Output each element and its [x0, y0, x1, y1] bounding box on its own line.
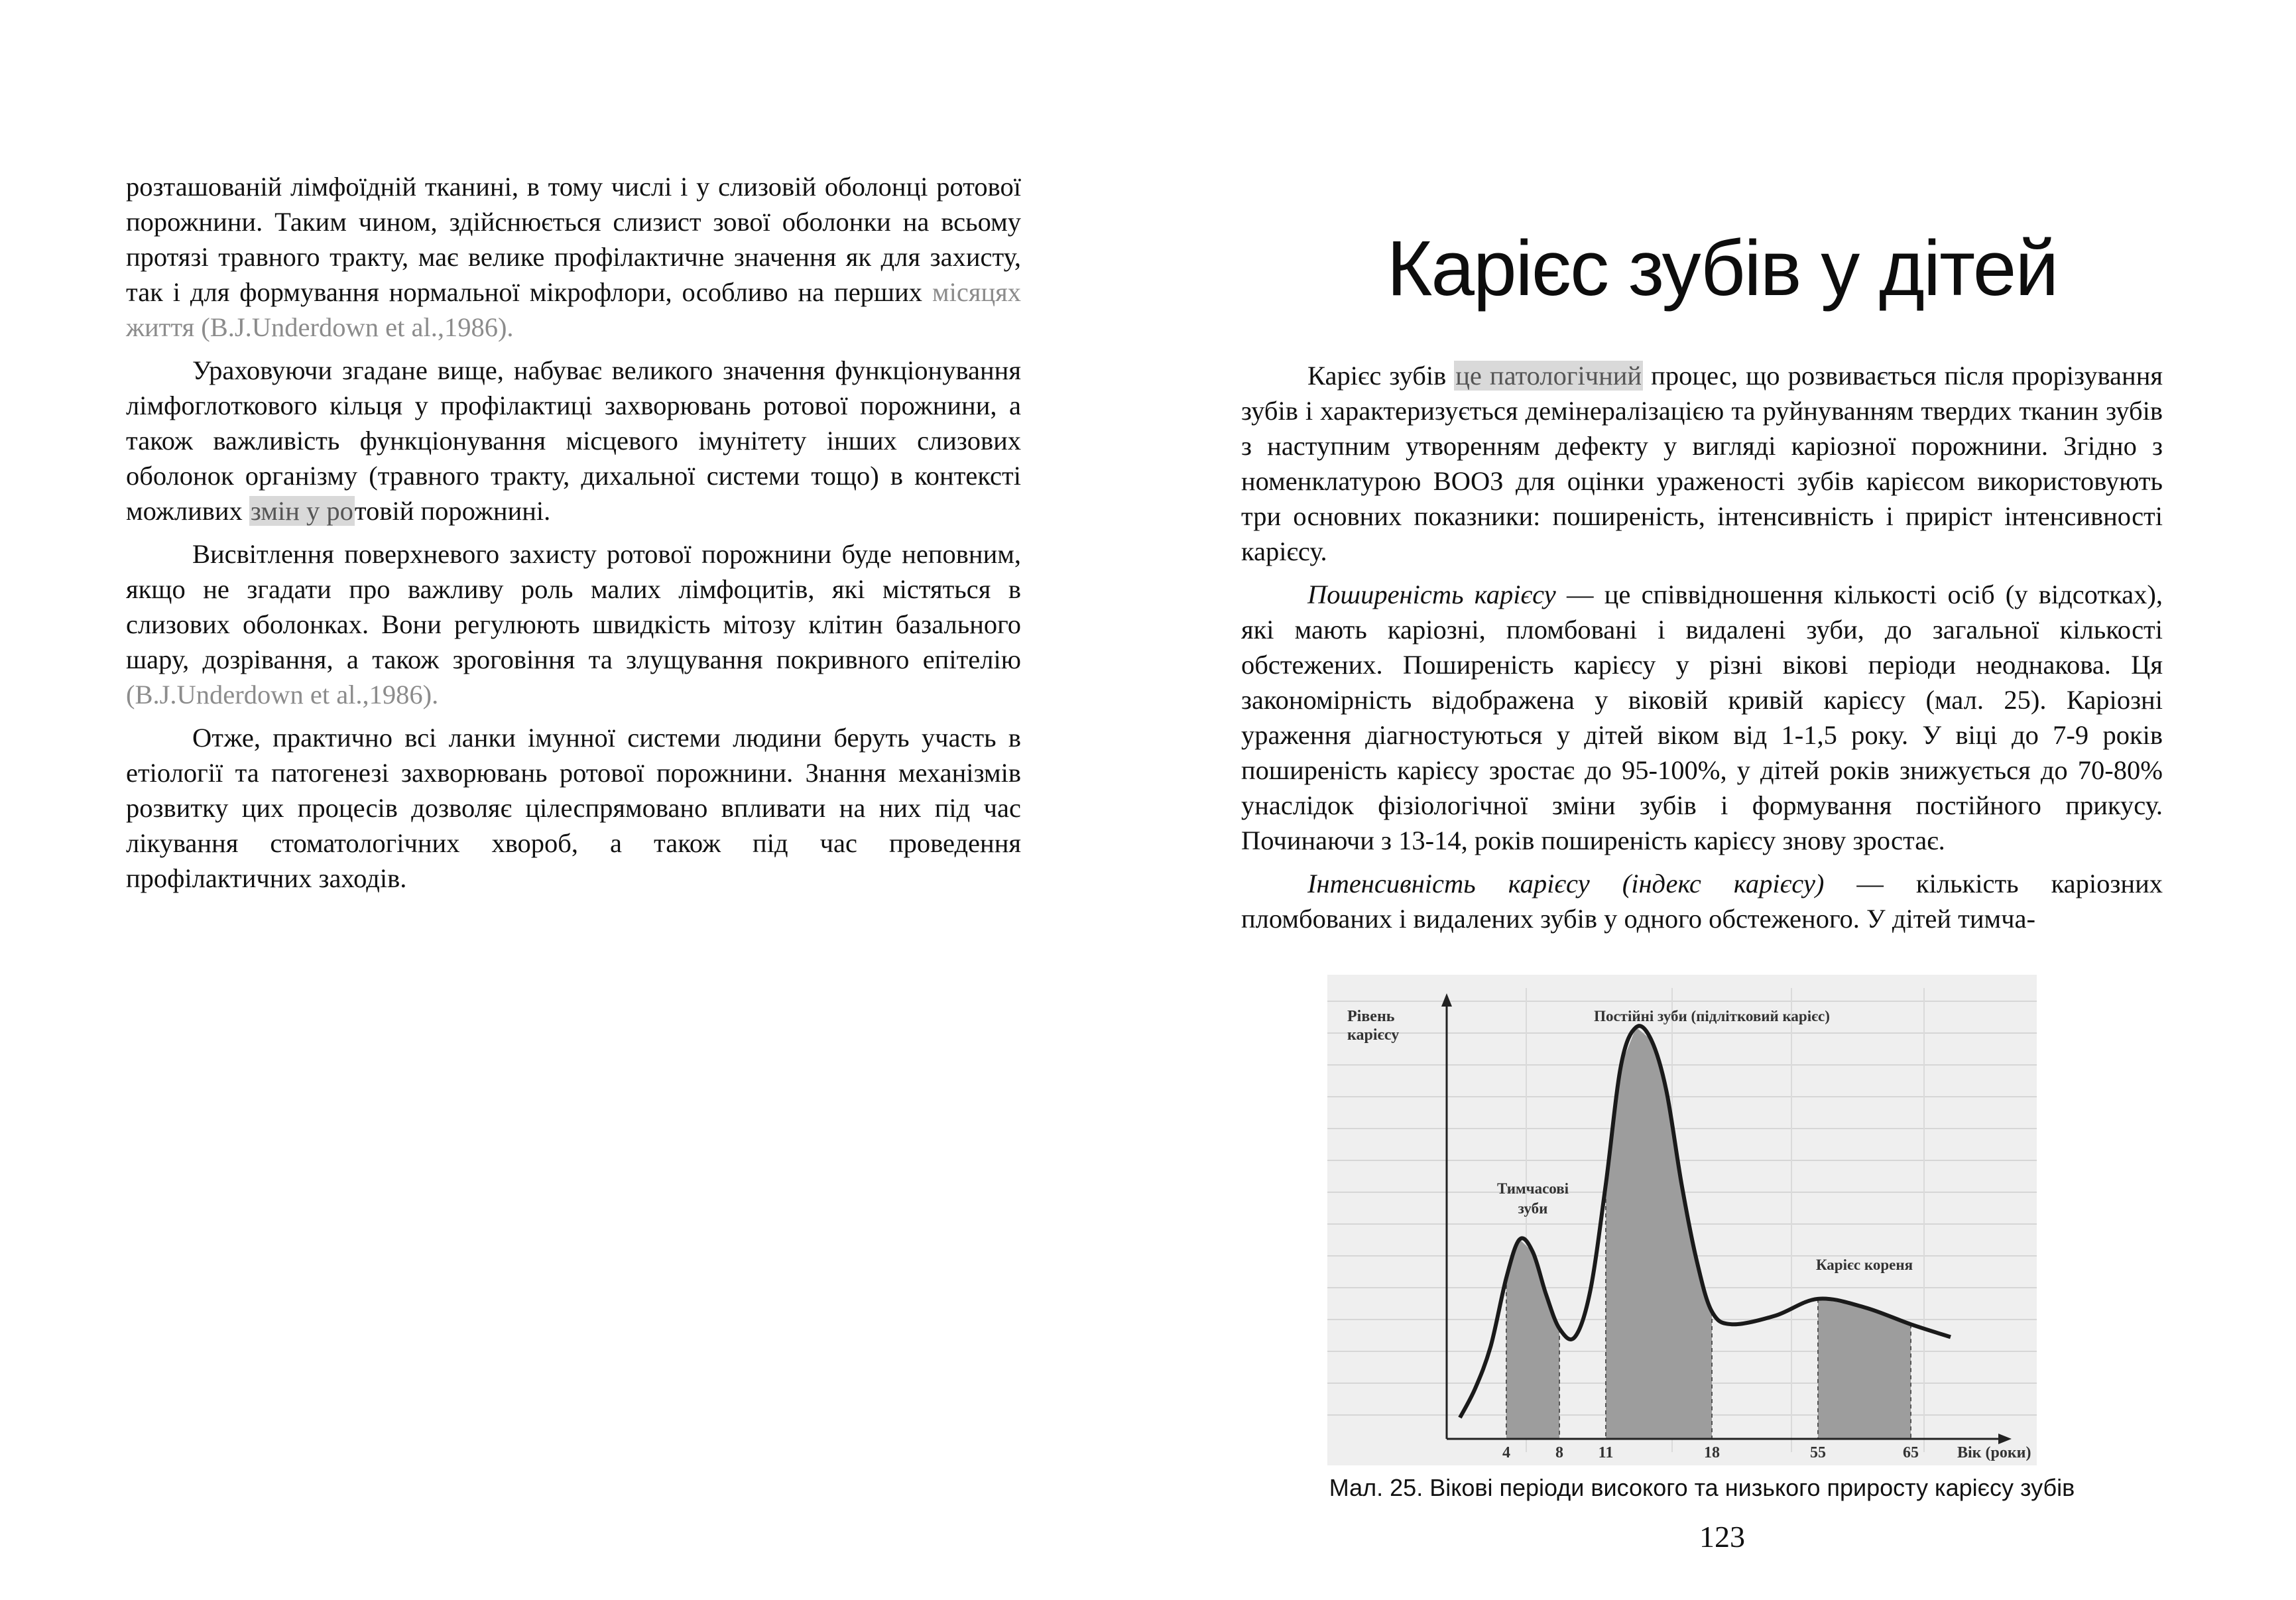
definition-highlight: це патологічний — [1455, 361, 1642, 391]
paragraph-2-text: Ураховуючи згадане вище, набуває великого значення функціонування лімфоглоткового кільця у профілактиці захворювань ротової порожнини, а також важливість функціонування місцевого імунітету інших слизових оболонок організму (травного тракту, дихальної системи тощо) в контексті можливих — [126, 355, 1021, 526]
prevalence-text: — це співвідношення кількості осіб (у відсотках), які мають каріозні, пломбовані і видалені зуби, до загальної кількості обстежених. Поширеність карієсу у різні вікові періоди неоднакова. Ця закономірність відображена у віковій кривій карієсу (мал. 25). Каріозні ураження діагностуються у дітей віком від 1-1,5 року. У віці до 7-9 років поширеність карієсу зростає до 95-100%, у дітей років знижується до 70-80% унаслідок фізіологічної зміни зубів і формування постійного прикусу. Починаючи з 13-14, років поширеність карієсу знову зростає. — [1241, 580, 2163, 855]
prevalence-term: Поширеність карієсу — [1307, 580, 1556, 609]
x-tick-label: 11 — [1598, 1444, 1614, 1461]
definition-lead: Карієс зубів — [1307, 361, 1447, 391]
x-tick-label: 65 — [1903, 1444, 1919, 1461]
right-text-column — [1241, 358, 2163, 944]
annotation-label: Постійні зуби (підлітковий карієс) — [1594, 1008, 1830, 1024]
paragraph-2-tail: товій порожнині. — [354, 496, 551, 526]
x-axis-label: Вік (роки) — [1957, 1444, 2031, 1461]
x-tick-label: 8 — [1555, 1444, 1563, 1461]
definition-text: процес, що розвивається після прорізування зубів і характеризується демінералізацією та руйнуванням твердих тканин зубів з наступним утворенням дефекту у вигляді каріозної порожнини. Згідно з номенклатурою ВООЗ для оцінки ураженості зубів карієсом використовують три основних показники: поширеність, інтенсивність і приріст інтенсивності карієсу. — [1241, 361, 2163, 566]
paragraph-3-citation: (B.J.Underdown et al.,1986). — [126, 680, 439, 709]
paragraph-4-text: Отже, практично всі ланки імунної системи людини беруть участь в етіології та патогенезі захворювань ротової порожнини. Знання механізмів розвитку цих процесів дозволяє цілеспрямовано впливати на них під час лікування стоматологічних хвороб, а також під час проведення профілактичних заходів. — [126, 723, 1021, 893]
page-number: 123 — [1699, 1520, 1745, 1554]
y-axis-label-line: Рівень — [1347, 1008, 1395, 1025]
figure-caption: Мал. 25. Вікові періоди високого та низького приросту карієсу зубів — [1329, 1474, 2075, 1501]
paragraph-1-text: розташованій лімфоїдній тканині, в тому числі і у слизовій оболонці ротової порожнини. Таким чином, здійснюється слизист зової оболонки на всьому протязі травного тракту, має велике профілактичне значення як для захисту, так і для формування нормальної мікрофлори, особливо на перших — [126, 172, 1021, 307]
paragraph-1-citation: місяцях життя (B.J.Underdown et al.,1986). — [126, 277, 1022, 342]
paragraph-3 — [126, 536, 1021, 712]
caries-age-curve-figure — [1327, 975, 2037, 1465]
x-tick-label: 4 — [1502, 1444, 1510, 1461]
annotation-label: Карієс кореня — [1815, 1257, 1913, 1273]
y-axis-label-line: карієсу — [1347, 1026, 1400, 1044]
annotation-label: зуби — [1518, 1200, 1548, 1217]
intensity-text: — кількість каріозних пломбованих і видалених зубів у одного обстеженого. У дітей тимча- — [1241, 869, 2163, 934]
x-tick-label: 55 — [1810, 1444, 1826, 1461]
paragraph-definition — [1241, 358, 2163, 569]
paragraph-4 — [126, 720, 1021, 896]
paragraph-1 — [126, 169, 1021, 345]
paragraph-prevalence — [1241, 577, 2163, 858]
left-text-column — [126, 169, 1021, 904]
chapter-title: Карієс зубів у дітей — [1386, 225, 2058, 312]
paragraph-2 — [126, 353, 1021, 528]
paragraph-3-text: Висвітлення поверхневого захисту ротової порожнини буде неповним, якщо не згадати про важливу роль малих лімфоцитів, які містяться в слизових оболонках. Вони регулюють швидкість мітозу клітин базального шару, дозрівання, а також зроговіння та злущування покривного епітелію — [126, 539, 1021, 674]
right-page — [1148, 0, 2296, 1600]
paragraph-2-highlight: змін у ро — [250, 496, 353, 526]
caries-chart — [1327, 975, 2037, 1465]
annotation-label: Тимчасові — [1496, 1180, 1569, 1197]
intensity-term: Інтенсивність карієсу (індекс карієсу) — [1307, 869, 1825, 898]
paragraph-intensity — [1241, 866, 2163, 936]
x-tick-label: 18 — [1704, 1444, 1720, 1461]
